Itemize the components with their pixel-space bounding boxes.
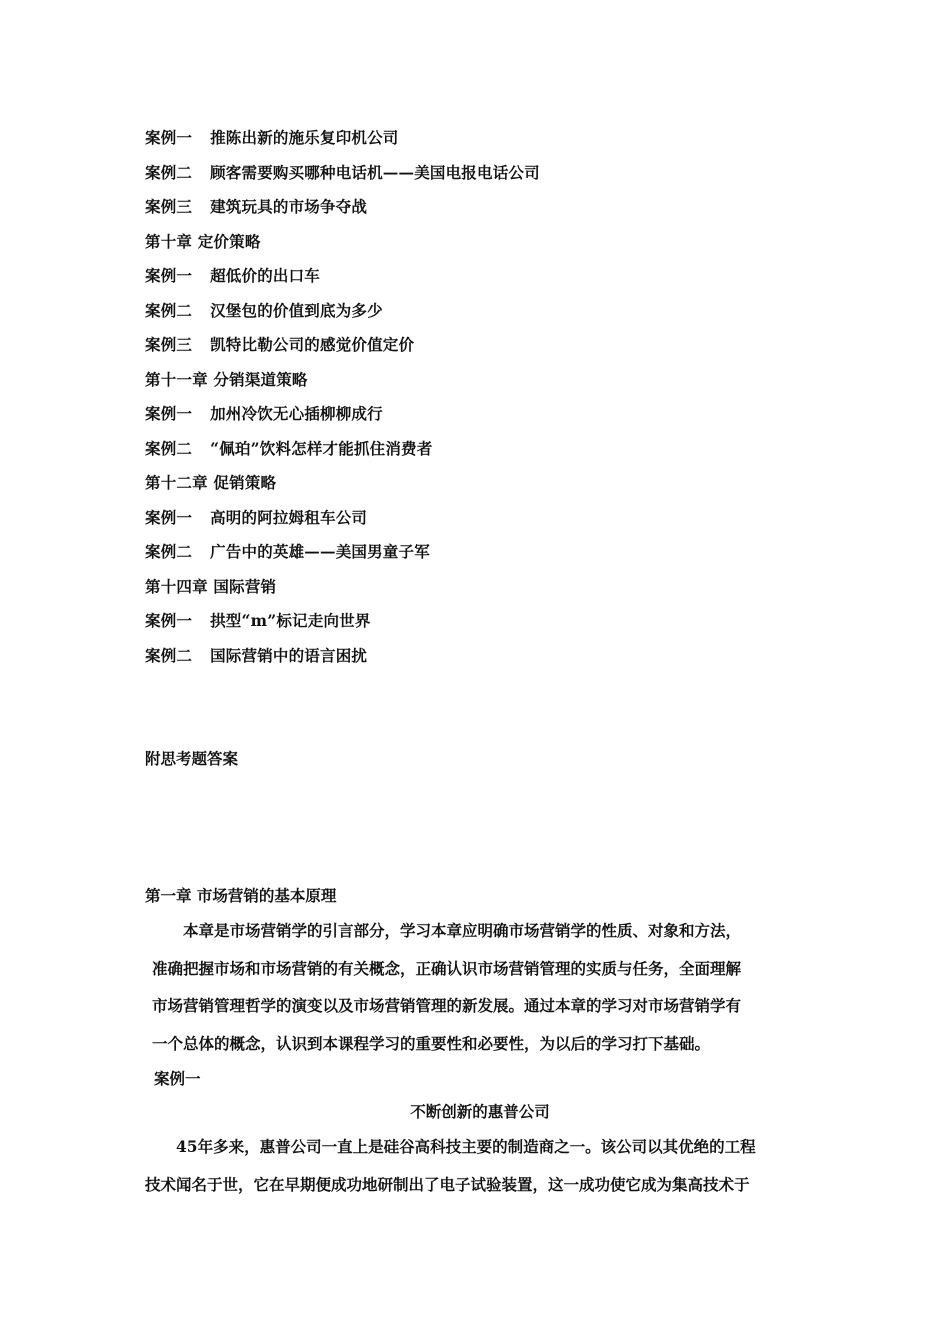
- toc-title: 汉堡包的价值到底为多少: [210, 301, 383, 320]
- toc-item: [145, 266, 320, 286]
- toc-title: 广告中的英雄——美国男童子军: [210, 542, 430, 561]
- toc-title: 定价策略: [197, 232, 261, 251]
- toc-label: 案例一: [145, 266, 193, 285]
- toc-label: 案例一: [145, 128, 193, 147]
- toc-item: [145, 508, 367, 528]
- toc-label: 案例二: [145, 301, 193, 320]
- toc-title: 国际营销: [213, 577, 277, 596]
- toc-label: 第十章: [145, 232, 193, 251]
- paragraph-line: 准确把握市场和市场营销的有关概念，正确认识市场营销管理的实质与任务，全面理解: [152, 958, 742, 978]
- toc-item: [145, 646, 367, 666]
- toc-title: 国际营销中的语言困扰: [210, 646, 368, 665]
- toc-item: [145, 335, 414, 355]
- toc-item: [145, 404, 383, 424]
- toc-label: 案例二: [145, 542, 193, 561]
- toc-title: 加州冷饮无心插柳柳成行: [210, 404, 383, 423]
- paragraph-line: 45年多来，惠普公司一直上是硅谷高科技主要的制造商之一。该公司以其优绝的工程: [145, 1137, 756, 1156]
- paragraph-line: 市场营销管理哲学的演变以及市场营销管理的新发展。通过本章的学习对市场营销学有: [152, 996, 742, 1015]
- toc-item: [145, 611, 371, 631]
- toc-item: [145, 542, 430, 562]
- toc-title: 高明的阿拉姆租车公司: [210, 508, 368, 527]
- paragraph-line: 技术闻名于世，它在早期便成功地研制出了电子试验装置，这一成功使它成为集高技术于: [145, 1174, 750, 1194]
- toc-label: 案例一: [145, 404, 193, 423]
- toc-title: 建筑玩具的市场争夺战: [210, 197, 368, 216]
- case-body-paragraph: [145, 1128, 815, 1203]
- toc-item: [145, 163, 540, 183]
- case-title: 不断创新的惠普公司: [410, 1102, 550, 1121]
- chapter-intro-paragraph: [152, 912, 812, 1062]
- paragraph-line: 一个总体的概念，认识到本课程学习的重要性和必要性，为以后的学习打下基础。: [152, 1033, 711, 1053]
- toc-chapter: [145, 232, 261, 252]
- toc-chapter: [145, 473, 276, 493]
- toc-label: 案例三: [145, 197, 193, 216]
- toc-title: “佩珀”饮料怎样才能抓住消费者: [210, 439, 433, 458]
- appendix-heading: 附思考题答案: [145, 749, 239, 768]
- toc-title: 拱型“m”标记走向世界: [210, 611, 371, 630]
- toc-label: 案例三: [145, 335, 193, 354]
- toc-title: 推陈出新的施乐复印机公司: [210, 128, 399, 147]
- chapter-heading: 第一章 市场营销的基本原理: [145, 886, 337, 905]
- toc-title: 促销策略: [213, 473, 277, 492]
- toc-label: 第十四章: [145, 577, 208, 596]
- toc-label: 第十一章: [145, 370, 208, 389]
- toc-chapter: [145, 577, 276, 597]
- toc-label: 案例二: [145, 163, 193, 182]
- toc-item: [145, 128, 399, 148]
- toc-item: [145, 197, 367, 217]
- toc-label: 第十二章: [145, 473, 208, 492]
- toc-item: [145, 301, 383, 321]
- toc-title: 超低价的出口车: [210, 266, 321, 285]
- toc-title: 分销渠道策略: [213, 370, 308, 389]
- paragraph-line: 本章是市场营销学的引言部分，学习本章应明确市场营销学的性质、对象和方法，: [152, 921, 742, 940]
- toc-chapter: [145, 370, 308, 390]
- toc-item: [145, 439, 432, 459]
- toc-label: 案例一: [145, 508, 193, 527]
- toc-title: 顾客需要购买哪种电话机——美国电报电话公司: [210, 163, 540, 182]
- toc-label: 案例二: [145, 646, 193, 665]
- case-label: 案例一: [154, 1069, 201, 1088]
- toc-title: 凯特比勒公司的感觉价值定价: [210, 335, 415, 354]
- toc-label: 案例一: [145, 611, 193, 630]
- toc-label: 案例二: [145, 439, 193, 458]
